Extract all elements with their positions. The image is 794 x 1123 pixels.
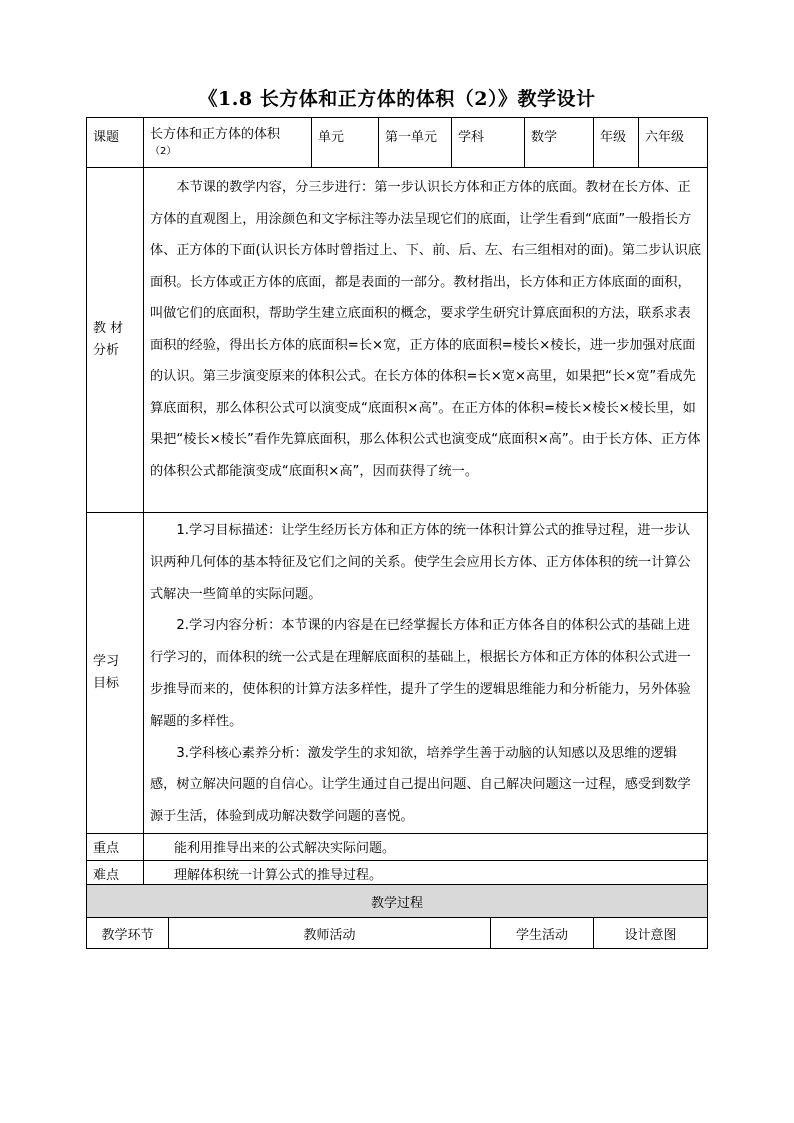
analysis-label-line2: 分析 [93, 343, 120, 358]
lesson-info-table [86, 117, 708, 888]
key-point-label: 重点 [87, 833, 144, 860]
process-title: 教学过程 [87, 885, 708, 918]
objectives-row [87, 513, 708, 834]
grade-label: 年级 [594, 118, 639, 168]
header-row [87, 118, 708, 168]
grade-value: 六年级 [639, 118, 708, 168]
process-table [86, 884, 708, 949]
unit-value: 第一单元 [379, 118, 452, 168]
difficulty-text: 理解体积统一计算公式的推导过程。 [144, 860, 708, 887]
process-col-stage: 教学环节 [87, 918, 169, 949]
process-col-intent: 设计意图 [594, 918, 708, 949]
analysis-label-line1: 教 材 [93, 321, 124, 336]
key-point-row [87, 833, 708, 860]
process-col-teacher: 教师活动 [169, 918, 491, 949]
process-header-row [87, 918, 708, 949]
objective-item: 3.学科核心素养分析：激发学生的求知欲，培养学生善于动脑的认知感以及思维的逻辑感，树立解决问题的自信心。让学生通过自己提出问题、自己解决问题这一过程，感受到数学源于生活，体验到成功解决数学问题的喜悦。 [150, 745, 691, 825]
analysis-label [87, 168, 144, 513]
topic-value [144, 118, 312, 168]
analysis-row [87, 168, 708, 513]
objectives-label [87, 513, 144, 834]
unit-label: 单元 [312, 118, 379, 168]
page-title: 《1.8 长方体和正方体的体积（2）》教学设计 [198, 88, 596, 110]
subject-value: 数学 [525, 118, 594, 168]
topic-value-line1: 长方体和正方体的体积 [150, 127, 281, 142]
process-band-row [87, 885, 708, 918]
difficulty-label: 难点 [87, 860, 144, 887]
objectives-label-line2: 目标 [93, 675, 120, 691]
analysis-text: 本节课的教学内容，分三步进行：第一步认识长方体和正方体的底面。教材在长方体、正方体的直观图上，用涂颜色和文字标注等办法呈现它们的底面，让学生看到“底面”一般指长方体、正方体的下面(认识长方体时曾指过上、下、前、后、左、右三组相对的面)。第二步认识底面积。长方体或正方体的底面，都是表面的一部分。教材指出，长方体和正方体底面的面积，叫做它们的底面积，帮助学生建立底面积的概念，要求学生研究计算底面积的方法，联系求表面积的经验，得出长方体的底面积=长×宽，正方体的底面积=棱长×棱长，进一步加强对底面的认识。第三步演变原来的体积公式。在长方体的体积=长×宽×高里，如果把“长×宽”看成先算底面积，那么体积公式可以演变成“底面积×高”。在正方体的体积=棱长×棱长×棱长里，如果把“棱长×棱长”看作先算底面积，那么体积公式也演变成“底面积×高”。由于长方体、正方体的体积公式都能演变成“底面积×高”，因而获得了统一。 [150, 180, 701, 479]
key-point-text: 能利用推导出来的公式解决实际问题。 [144, 833, 708, 860]
objective-item: 2.学习内容分析：本节课的内容是在已经掌握长方体和正方体各自的体积公式的基础上进行学习的，而体积的统一公式是在理解底面积的基础上，根据长方体和正方体的体积公式进一步推导而来的，使体积的计算方法多样性，提升了学生的逻辑思维能力和分析能力，另外体验解题的多样性。 [150, 618, 691, 729]
analysis-content [144, 168, 708, 513]
topic-label: 课题 [87, 118, 144, 168]
subject-label: 学科 [452, 118, 525, 168]
topic-value-line2: （2） [150, 146, 177, 157]
objectives-label-line1: 学习 [93, 653, 120, 669]
objective-item: 1.学习目标描述：让学生经历长方体和正方体的统一体积计算公式的推导过程，进一步认识两种几何体的基本特征及它们之间的关系。使学生会应用长方体、正方体体积的统一计算公式解决一些简单的实际问题。 [150, 523, 691, 602]
objectives-content [144, 513, 708, 834]
process-col-student: 学生活动 [491, 918, 594, 949]
